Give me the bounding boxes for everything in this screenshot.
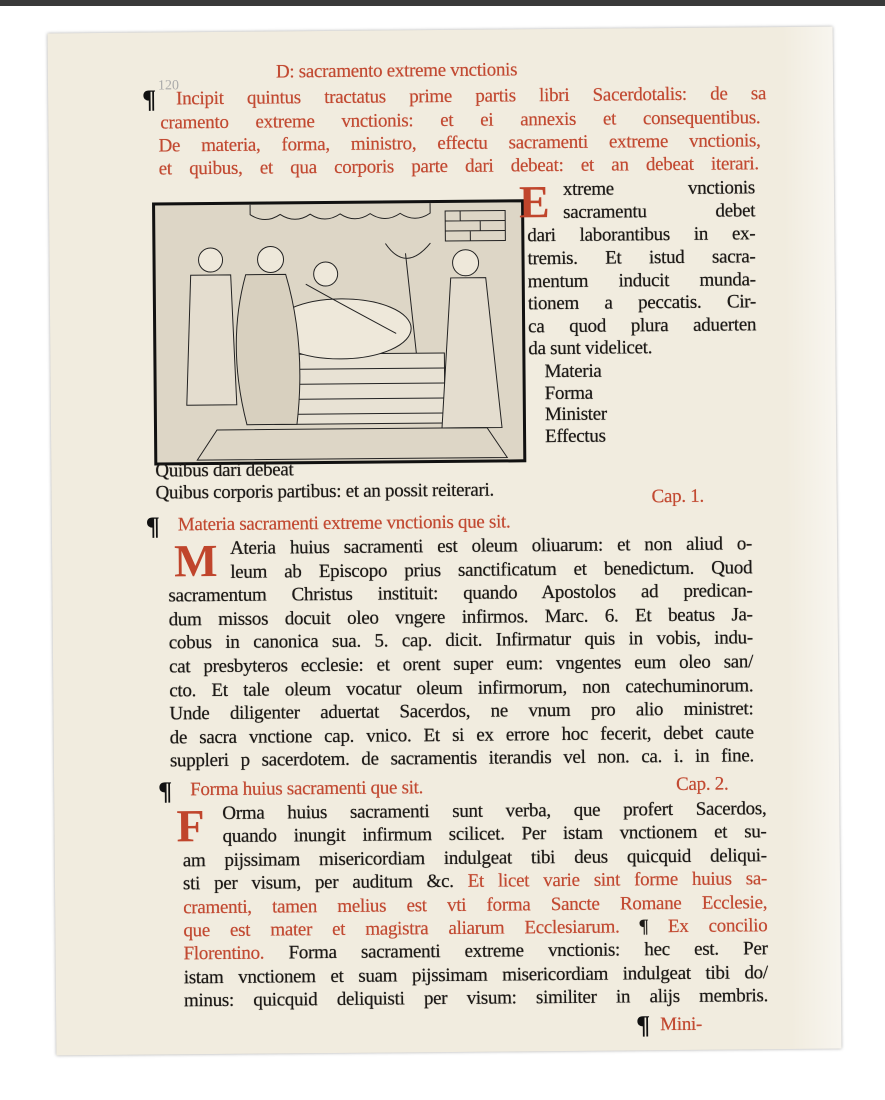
chapter-1-heading: Materia sacramenti extreme vnctionis que sit. bbox=[177, 511, 511, 536]
side-text-line: tionem a peccatis. Cir- bbox=[527, 291, 757, 315]
pilcrow-icon: ¶ bbox=[145, 511, 161, 541]
body-line bbox=[183, 868, 767, 895]
pilcrow-icon: ¶ bbox=[158, 776, 173, 806]
rubric-text: que est mater et magistra aliarum Ecclesiarum. bbox=[183, 916, 640, 942]
next-heading-catchword: Mini- bbox=[660, 1013, 703, 1036]
initial-letter-m: M bbox=[173, 534, 218, 587]
window-top-edge bbox=[0, 0, 885, 6]
side-text-line: Effectus bbox=[545, 425, 606, 448]
body-line bbox=[183, 892, 767, 919]
rubric-text: cramenti, tamen melius est vti forma Sancte Romane Ecclesie, bbox=[183, 891, 768, 918]
side-text-line: Minister bbox=[544, 403, 607, 426]
list-item: Quibus dari debeat bbox=[155, 459, 294, 482]
body-line: sacramentum Christus instituit: quando Apostolos ad predican- bbox=[168, 580, 753, 607]
folio-number: 120 bbox=[157, 78, 180, 94]
body-line bbox=[222, 798, 766, 825]
body-text: sti per visum, per auditum &c. bbox=[182, 870, 468, 895]
body-line bbox=[183, 845, 767, 872]
body-line: Unde diligenter aduertat Sacerdos, ne vnum pro alio ministret: bbox=[169, 698, 754, 725]
body-text: quando inungit infirmum scilicet. Per istam vnctionem et su- bbox=[222, 821, 767, 848]
body-line bbox=[184, 939, 768, 966]
body-line bbox=[184, 985, 768, 1012]
body-line: cat presbyteros ecclesie: et orent super eum: vngentes eum oleo san/ bbox=[168, 651, 754, 678]
pilcrow-icon: ¶ bbox=[142, 84, 157, 114]
side-text-line: dari laborantibus in ex- bbox=[527, 223, 756, 247]
list-item: Quibus corporis partibus: et an possit reiterari. bbox=[155, 479, 494, 504]
body-text: ¶ bbox=[639, 916, 669, 938]
side-text-line: Forma bbox=[544, 382, 593, 405]
body-line bbox=[222, 822, 766, 849]
body-text: Forma sacramenti extreme vnctionis: hec est. Per bbox=[288, 938, 768, 964]
intro-line: Incipit quintus tractatus prime partis libri Sacerdotalis: de sa bbox=[176, 83, 767, 110]
pilcrow-icon: ¶ bbox=[636, 1010, 651, 1040]
chapter-2-heading: Forma huius sacramenti que sit. bbox=[190, 777, 424, 801]
body-line bbox=[183, 915, 767, 942]
body-text: Orma huius sacramenti sunt verba, que profert Sacerdos, bbox=[222, 798, 767, 824]
body-line bbox=[184, 962, 768, 989]
manuscript-page bbox=[48, 27, 842, 1056]
rubric-text: Ex concilio bbox=[667, 915, 768, 938]
initial-letter-f: F bbox=[176, 800, 205, 852]
body-line: cto. Et tale oleum vocatur oleum infirmorum, non catechuminorum. bbox=[169, 674, 754, 702]
intro-line: De materia, forma, ministro, effectu sacramenti extreme vnctionis, bbox=[158, 130, 761, 157]
body-line: leum ab Episcopo prius sanctificatum et benedictum. Quod bbox=[230, 556, 753, 583]
chapter-2-label: Cap. 2. bbox=[676, 773, 729, 795]
side-text-line: mentum inducit munda- bbox=[527, 269, 756, 293]
body-line: Ateria huius sacramenti est oleum oliuarum: et non aliud o- bbox=[229, 533, 753, 559]
body-text: minus: quicquid deliquisti per visum: similiter in alijs membris. bbox=[183, 985, 769, 1012]
side-text-line: xtreme vnctionis bbox=[562, 177, 756, 200]
body-text: istam vnctionem et suam pijssimam misericordiam indulgeat tibi do/ bbox=[183, 961, 768, 989]
intro-line: cramento extreme vnctionis: et ei annexis et consequentibus. bbox=[160, 107, 761, 134]
body-line: dum missos docuit oleo vngere infirmos. Marc. 6. Et beatus Ja- bbox=[168, 604, 753, 631]
body-line: suppleri p sacerdotem. de sacramentis iterandis vel non. ca. i. in fine. bbox=[169, 745, 754, 772]
side-text-line: tremis. Et istud sacra- bbox=[527, 246, 756, 270]
side-text-line: da sunt videlicet. bbox=[528, 337, 653, 360]
anointing-scene-woodcut bbox=[155, 202, 523, 462]
side-text-line: Materia bbox=[544, 360, 602, 383]
intro-line: et quibus, et qua corporis parte dari debeat: et an debeat iterari. bbox=[158, 153, 759, 180]
chapter-1-label: Cap. 1. bbox=[651, 485, 704, 508]
woodcut-illustration bbox=[152, 199, 526, 465]
body-text: am pijssimam misericordiam indulgeat tibi deus quicquid deliqui- bbox=[182, 844, 767, 872]
initial-letter-e: E bbox=[518, 176, 550, 228]
body-line: de sacra vnctione cap. vnico. Et si ex errore hoc fecerit, debet caute bbox=[169, 722, 754, 749]
rubric-text: Et licet varie sint forme huius sa- bbox=[467, 868, 768, 892]
body-line: cobus in canonica sua. 5. cap. dicit. Infirmatur quis in vobis, indu- bbox=[168, 627, 753, 654]
side-text-line: ca quod plura aduerten bbox=[528, 314, 757, 338]
rubric-text: Florentino. bbox=[183, 942, 289, 965]
side-text-line: sacramentu debet bbox=[563, 200, 756, 223]
running-title: D: sacramento extreme vnctionis bbox=[275, 59, 518, 83]
